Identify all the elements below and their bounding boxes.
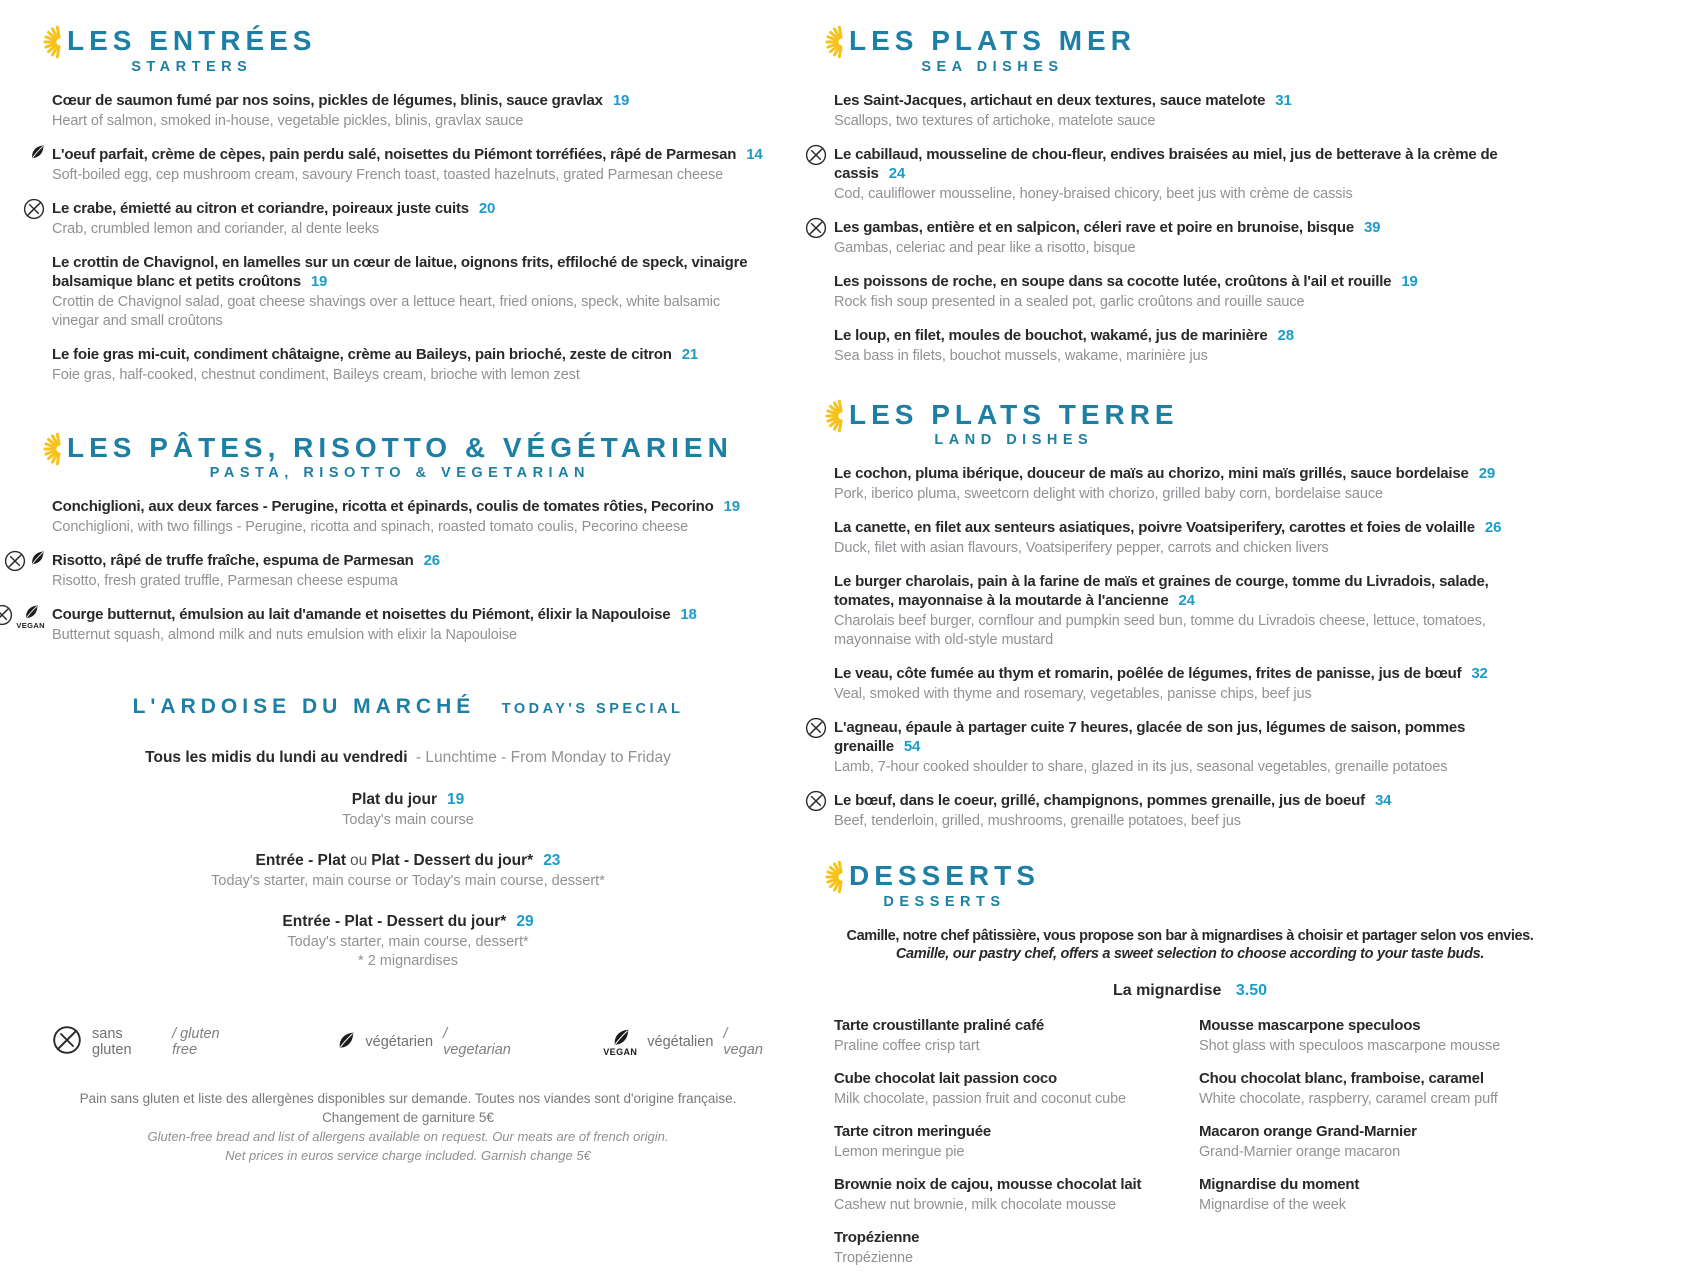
sunburst-icon xyxy=(36,26,67,66)
dish-desc-en: Cod, cauliflower mousseline, honey-braised chicory, beet jus with crème de cassis xyxy=(834,185,1353,202)
menu-item xyxy=(52,345,764,385)
section-land-dishes xyxy=(834,400,1546,832)
gluten-free-icon xyxy=(23,198,45,220)
dish-name-fr: L'agneau, épaule à partager cuite 7 heures, glacée de son jus, légumes de saison, pommes grenaille xyxy=(834,719,1466,756)
pasta-items xyxy=(16,497,764,645)
special-offer xyxy=(52,852,764,889)
gluten-free-icon xyxy=(52,1025,82,1055)
legend-label-en: / gluten free xyxy=(172,1026,220,1059)
dish-desc-en: Lamb, 7-hour cooked shoulder to share, glazed in its jus, seasonal vegetables, grenaille potatoes xyxy=(834,759,1448,776)
dish-price: 34 xyxy=(1374,792,1392,810)
sunburst-icon xyxy=(818,26,849,66)
menu-item xyxy=(834,718,1546,777)
dessert-desc-en: Mignardise of the week xyxy=(1199,1197,1346,1214)
legend-icon xyxy=(52,1025,82,1059)
footer-notes xyxy=(52,1089,764,1165)
menu-item xyxy=(52,91,764,131)
menu-item xyxy=(834,272,1546,312)
dish-line xyxy=(834,91,1546,110)
sunburst-icon xyxy=(36,431,63,468)
dessert-column-right xyxy=(1199,1016,1546,1281)
menu-item xyxy=(834,145,1546,204)
section-title: LES PÂTES, RISOTTO & VÉGÉTARIEN xyxy=(67,431,733,463)
legend-label-fr: végétarien xyxy=(365,1034,434,1051)
menu-item xyxy=(16,605,764,645)
dish-line xyxy=(52,551,764,570)
dish-desc-en: Conchiglioni, with two fillings - Perugine, ricotta and spinach, roasted tomato coulis, Pecorino cheese xyxy=(52,519,689,536)
dish-name-fr: Le crottin de Chavignol, en lamelles sur un cœur de laitue, oignons frits, effiloché de speck, vinaigre balsamique blanc et petits croûtons xyxy=(52,253,748,290)
diet-icons xyxy=(4,550,45,572)
section-title: DESSERTS xyxy=(849,860,1040,892)
menu-item xyxy=(834,464,1546,504)
dish-desc-en: Butternut squash, almond milk and nuts emulsion with elixir la Napouloise xyxy=(52,627,517,644)
menu-item xyxy=(834,326,1546,366)
dessert-name-fr: Chou chocolat blanc, framboise, caramel xyxy=(1199,1070,1484,1088)
sunburst-icon xyxy=(818,398,845,435)
dish-price: 21 xyxy=(681,345,698,363)
sunburst-icon xyxy=(818,861,849,901)
dish-name-fr: La canette, en filet aux senteurs asiatiques, poivre Voatsiperifery, carottes et foies de volaille xyxy=(834,519,1475,537)
dish-price: 19 xyxy=(310,272,328,290)
dish-price: 28 xyxy=(1277,326,1294,344)
offer-fr-1: Entrée - Plat xyxy=(255,852,346,870)
diet-icons xyxy=(29,144,45,160)
legend-item xyxy=(603,1026,764,1058)
dish-name-fr: Le foie gras mi-cuit, condiment châtaigne, crème au Baileys, pain brioché, zeste de citron xyxy=(52,345,672,363)
desserts-intro-en: Camille, our pastry chef, offers a sweet selection to choose according to your taste buds. xyxy=(895,946,1485,963)
dish-desc-en: Rock fish soup presented in a sealed pot, garlic croûtons and rouille sauce xyxy=(834,293,1305,310)
dessert-item xyxy=(834,1069,1181,1109)
dish-name-fr: Le crabe, émietté au citron et coriandre, poireaux juste cuits xyxy=(52,199,469,217)
offer-desc-en: Today's starter, main course, dessert* xyxy=(287,934,529,951)
dish-name-fr: Le cabillaud, mousseline de chou-fleur, endives braisées au miel, jus de betterave à la crème de cassis xyxy=(834,145,1498,182)
dish-price: 24 xyxy=(888,164,905,182)
dish-name-fr: L'oeuf parfait, crème de cèpes, pain perdu salé, noisettes du Piémont torréfiées, râpé de Parmesan xyxy=(52,145,737,163)
vegetarian-icon xyxy=(29,144,45,160)
diet-icons xyxy=(0,604,45,630)
dish-line xyxy=(834,326,1546,345)
dessert-name-fr: Tarte citron meringuée xyxy=(834,1123,992,1141)
legend-label-en: / vegetarian xyxy=(443,1026,511,1059)
dish-line xyxy=(834,664,1546,683)
gluten-free-icon xyxy=(4,550,26,572)
dish-desc-en: Crab, crumbled lemon and coriander, al dente leeks xyxy=(52,220,380,237)
dessert-name-fr: Mignardise du moment xyxy=(1199,1176,1360,1194)
menu-item xyxy=(834,791,1546,831)
offer-fr-1: Plat du jour xyxy=(351,791,437,809)
dish-price: 29 xyxy=(1478,465,1495,483)
section-sea-dishes xyxy=(834,26,1546,366)
dessert-desc-en: White chocolate, raspberry, caramel cream puff xyxy=(1199,1091,1498,1108)
gluten-free-icon xyxy=(805,217,827,239)
dish-line xyxy=(834,218,1546,237)
dish-name-fr: Le burger charolais, pain à la farine de maïs et graines de courge, tomme du Livradois, salade, tomates, mayonnaise à la moutarde à l'ancienne xyxy=(834,573,1489,610)
menu-item xyxy=(52,199,764,239)
section-subtitle: DESSERTS xyxy=(883,894,1006,911)
pasta-header xyxy=(36,433,764,482)
dish-name-fr: Cœur de saumon fumé par nos soins, pickles de légumes, blinis, sauce gravlax xyxy=(52,91,603,109)
dish-price: 19 xyxy=(723,498,740,516)
legend-icon xyxy=(603,1028,637,1057)
menu-item xyxy=(834,572,1546,650)
left-column xyxy=(16,25,764,1165)
dish-desc-en: Duck, filet with asian flavours, Voatsiperifery pepper, carrots and chicken livers xyxy=(834,540,1329,557)
vegetarian-icon xyxy=(29,550,45,566)
offer-fr-2: Plat - Dessert du jour* xyxy=(371,852,534,870)
land-dishes-header xyxy=(818,400,1546,449)
dish-price: 26 xyxy=(423,552,440,570)
gluten-free-icon xyxy=(805,144,827,166)
dish-line xyxy=(52,605,764,624)
footer-line-fr-1: Pain sans gluten et liste des allergènes disponibles sur demande. Toutes nos viandes sont d'origine française. xyxy=(79,1091,737,1107)
dish-name-fr: Le bœuf, dans le coeur, grillé, champignons, pommes grenaille, jus de boeuf xyxy=(834,792,1365,810)
dish-desc-en: Veal, smoked with thyme and rosemary, vegetables, panisse chips, beef jus xyxy=(834,686,1312,703)
footer-line-fr-2: Changement de garniture 5€ xyxy=(322,1110,494,1126)
vegan-caption: VEGAN xyxy=(16,621,45,631)
dish-desc-en: Sea bass in filets, bouchot mussels, wakame, marinière jus xyxy=(834,347,1208,364)
sea-dishes-header xyxy=(818,26,1546,75)
dessert-name-fr: Tropézienne xyxy=(834,1229,920,1247)
dish-line xyxy=(834,791,1546,810)
dessert-item xyxy=(1199,1069,1546,1109)
menu-item xyxy=(52,145,764,185)
special-offers xyxy=(52,791,764,969)
footer-line-en-2: Net prices in euros service charge included. Garnish change 5€ xyxy=(225,1148,591,1164)
dish-name-fr: Les gambas, entière et en salpicon, céleri rave et poire en brunoise, bisque xyxy=(834,218,1354,236)
diet-legend xyxy=(52,1025,764,1059)
legend-label-en: / vegan xyxy=(723,1026,763,1059)
section-starters xyxy=(52,26,764,385)
dish-name-fr: Le loup, en filet, moules de bouchot, wakamé, jus de marinière xyxy=(834,326,1268,344)
land-items xyxy=(834,464,1546,831)
dessert-desc-en: Shot glass with speculoos mascarpone mousse xyxy=(1199,1038,1501,1055)
menu-item xyxy=(834,518,1546,558)
dish-name-fr: Conchiglioni, aux deux farces - Perugine, ricotta et épinards, coulis de tomates rôties, Pecorino xyxy=(52,498,714,516)
footer-line-en-1: Gluten-free bread and list of allergens available on request. Our meats are of french origin. xyxy=(147,1129,669,1145)
legend-item xyxy=(336,1026,511,1058)
diet-icons xyxy=(23,198,45,220)
dessert-item xyxy=(834,1016,1181,1056)
dessert-desc-en: Grand-Marnier orange macaron xyxy=(1199,1144,1401,1161)
dish-desc-en: Risotto, fresh grated truffle, Parmesan cheese espuma xyxy=(52,573,398,590)
gluten-free-icon xyxy=(0,604,13,626)
vegetarian-icon xyxy=(336,1031,355,1050)
todays-special-header xyxy=(52,695,764,719)
legend-item xyxy=(52,1025,244,1059)
offer-line xyxy=(52,791,764,809)
dish-name-fr: Le cochon, pluma ibérique, douceur de maïs au chorizo, mini maïs grillés, sauce bordelaise xyxy=(834,465,1469,483)
offer-line xyxy=(52,913,764,931)
sunburst-icon xyxy=(36,433,67,473)
dish-desc-en: Beef, tenderloin, grilled, mushrooms, grenaille potatoes, beef jus xyxy=(834,813,1241,830)
vegan-icon xyxy=(603,1028,637,1057)
sunburst-icon xyxy=(818,859,845,896)
offer-fr-1: Entrée - Plat - Dessert du jour* xyxy=(282,913,507,931)
offer-price: 23 xyxy=(543,852,561,870)
dish-desc-en: Charolais beef burger, cornflour and pumpkin seed bun, tomme du Livradois cheese, lettuce, tomatoes, mayonnaise with old-style mustard xyxy=(834,613,1486,649)
dish-name-fr: Courge butternut, émulsion au lait d'amande et noisettes du Piémont, élixir la Napouloise xyxy=(52,606,671,624)
dish-line xyxy=(52,345,764,364)
offer-line xyxy=(52,852,764,870)
dish-desc-en: Heart of salmon, smoked in-house, vegetable pickles, blinis, gravlax sauce xyxy=(52,112,524,129)
section-pasta xyxy=(16,431,764,646)
dish-line xyxy=(834,718,1546,756)
section-desserts xyxy=(834,861,1546,1281)
menu-item xyxy=(834,91,1546,131)
dish-name-fr: Risotto, râpé de truffe fraîche, espuma de Parmesan xyxy=(52,552,414,570)
offer-desc-en: Today's starter, main course or Today's main course, dessert* xyxy=(211,873,605,890)
lunch-availability-note xyxy=(52,749,764,767)
dish-price: 32 xyxy=(1471,665,1488,683)
dish-line xyxy=(52,91,764,110)
dish-line xyxy=(52,145,764,164)
gluten-free-icon xyxy=(805,717,827,739)
dessert-name-fr: Macaron orange Grand-Marnier xyxy=(1199,1123,1417,1141)
desserts-intro xyxy=(834,928,1546,962)
starters-header xyxy=(36,26,764,75)
offer-price: 19 xyxy=(447,791,465,809)
dish-name-fr: Les poissons de roche, en soupe dans sa cocotte lutée, croûtons à l'ail et rouille xyxy=(834,272,1392,290)
dish-price: 24 xyxy=(1178,592,1195,610)
dish-desc-en: Soft-boiled egg, cep mushroom cream, savoury French toast, toasted hazelnuts, grated Parmesan cheese xyxy=(52,166,724,183)
dish-desc-en: Foie gras, half-cooked, chestnut condiment, Baileys cream, brioche with lemon zest xyxy=(52,366,580,383)
dessert-item xyxy=(1199,1016,1546,1056)
dessert-name-fr: Brownie noix de cajou, mousse chocolat lait xyxy=(834,1176,1142,1194)
diet-icons xyxy=(805,217,827,239)
sunburst-icon xyxy=(818,400,849,440)
diet-icons xyxy=(805,717,827,739)
menu-item xyxy=(52,551,764,591)
dish-name-fr: Les Saint-Jacques, artichaut en deux textures, sauce matelote xyxy=(834,91,1266,109)
starters-items xyxy=(52,91,764,385)
section-title: LES PLATS MER xyxy=(849,25,1136,56)
special-offer xyxy=(52,791,764,828)
right-column xyxy=(834,26,1546,1281)
dish-price: 26 xyxy=(1484,519,1502,537)
dessert-name-fr: Cube chocolat lait passion coco xyxy=(834,1070,1058,1088)
dish-line xyxy=(834,272,1546,291)
note-fr: Tous les midis du lundi au vendredi xyxy=(145,749,408,767)
dish-price: 14 xyxy=(746,145,763,163)
offer-price: 29 xyxy=(516,913,534,931)
mignardise-price-line xyxy=(834,982,1546,1000)
vegan-caption: VEGAN xyxy=(603,1046,638,1057)
sea-items xyxy=(834,91,1546,366)
dish-price: 19 xyxy=(1401,272,1418,290)
offer-desc-en: Today's main course xyxy=(342,812,474,829)
dish-price: 20 xyxy=(478,199,496,217)
dish-desc-en: Crottin de Chavignol salad, goat cheese shavings over a lettuce heart, fried onions, speck, white balsamic vinegar and small croûtons xyxy=(52,293,721,329)
dish-name-fr: Le veau, côte fumée au thym et romarin, poêlée de légumes, frites de panisse, jus de bœuf xyxy=(834,665,1462,683)
dessert-column-left xyxy=(834,1016,1181,1281)
todays-special-title-fr: L'ARDOISE DU MARCHÉ xyxy=(132,695,476,719)
dish-price: 31 xyxy=(1275,91,1292,109)
dessert-grid xyxy=(834,1016,1546,1281)
dessert-item xyxy=(1199,1175,1546,1215)
dessert-desc-en: Lemon meringue pie xyxy=(834,1144,965,1161)
dish-desc-en: Gambas, celeriac and pear like a risotto, bisque xyxy=(834,239,1136,256)
diet-icons xyxy=(805,790,827,812)
dessert-name-fr: Mousse mascarpone speculoos xyxy=(1199,1017,1421,1035)
section-title: LES PLATS TERRE xyxy=(849,398,1179,430)
section-subtitle: SEA DISHES xyxy=(921,58,1064,75)
dish-line xyxy=(834,572,1546,610)
dish-price: 19 xyxy=(612,91,630,109)
dish-price: 18 xyxy=(680,606,697,624)
dish-line xyxy=(834,518,1546,537)
vegan-icon xyxy=(16,604,45,630)
section-subtitle: PASTA, RISOTTO & VEGETARIAN xyxy=(209,465,591,482)
dessert-desc-en: Cashew nut brownie, milk chocolate mousse xyxy=(834,1197,1117,1214)
dessert-item xyxy=(834,1122,1181,1162)
mignardise-price: 3.50 xyxy=(1235,982,1268,1000)
dish-desc-en: Pork, iberico pluma, sweetcorn delight with chorizo, grilled baby corn, bordelaise sauce xyxy=(834,486,1383,503)
diet-icons xyxy=(805,144,827,166)
dish-line xyxy=(52,253,764,291)
dish-desc-en: Scallops, two textures of artichoke, matelote sauce xyxy=(834,112,1156,129)
dish-price: 54 xyxy=(903,738,921,756)
gluten-free-icon xyxy=(805,790,827,812)
sunburst-icon xyxy=(36,24,63,61)
section-subtitle: STARTERS xyxy=(131,58,253,75)
section-todays-special xyxy=(52,695,764,969)
section-subtitle: LAND DISHES xyxy=(934,432,1094,449)
dessert-item xyxy=(834,1175,1181,1215)
desserts-header xyxy=(818,861,1546,910)
dish-line xyxy=(834,464,1546,483)
dessert-desc-en: Tropézienne xyxy=(834,1250,913,1267)
sunburst-icon xyxy=(818,24,845,61)
menu-item xyxy=(52,253,764,331)
offer-footnote: * 2 mignardises xyxy=(358,953,458,970)
dish-line xyxy=(834,145,1546,183)
dish-line xyxy=(52,497,764,516)
dessert-desc-en: Praline coffee crisp tart xyxy=(834,1038,980,1055)
dish-price: 39 xyxy=(1364,218,1381,236)
dessert-name-fr: Tarte croustillante praliné café xyxy=(834,1017,1045,1035)
special-offer xyxy=(52,913,764,969)
section-title: LES ENTRÉES xyxy=(67,25,317,56)
note-en: - Lunchtime - From Monday to Friday xyxy=(415,749,671,767)
mignardise-label: La mignardise xyxy=(1112,982,1222,1000)
legend-icon xyxy=(336,1031,355,1054)
menu-item xyxy=(834,664,1546,704)
dish-line xyxy=(52,199,764,218)
legend-label-fr: végétalien xyxy=(647,1034,714,1051)
dessert-item xyxy=(1199,1122,1546,1162)
desserts-intro-fr: Camille, notre chef pâtissière, vous propose son bar à mignardises à choisir et partager selon vos envies. xyxy=(846,928,1534,945)
dessert-item xyxy=(834,1228,1181,1268)
dessert-desc-en: Milk chocolate, passion fruit and coconut cube xyxy=(834,1091,1127,1108)
menu-item xyxy=(52,497,764,537)
menu-item xyxy=(834,218,1546,258)
legend-label-fr: sans gluten xyxy=(92,1026,132,1059)
todays-special-title-en: TODAY'S SPECIAL xyxy=(501,701,684,718)
offer-or: ou xyxy=(350,852,368,870)
